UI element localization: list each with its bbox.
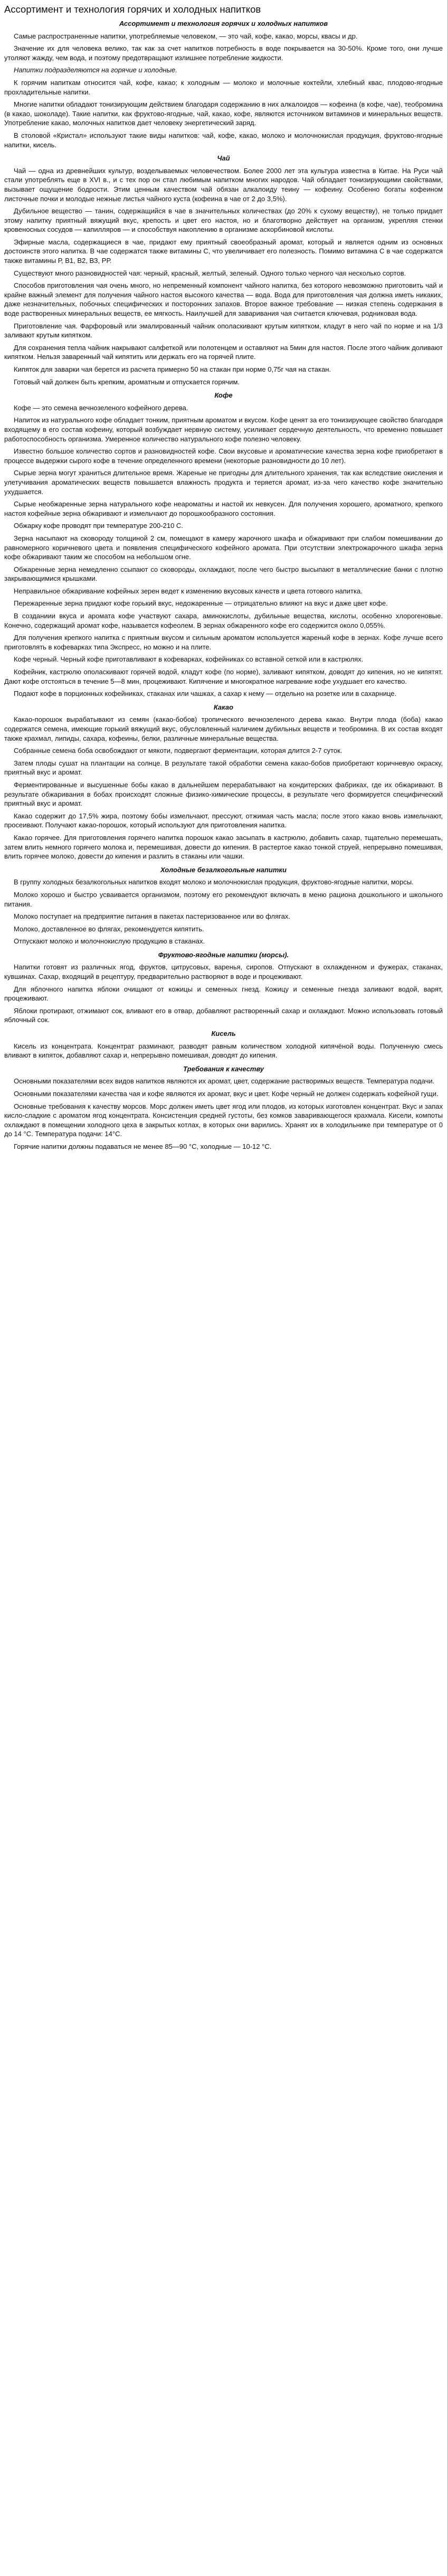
section-quality	[4, 1064, 443, 1152]
paragraph: Какао содержит до 17,5% жира, поэтому бобы измельчают, прессуют, отжимая часть масла; после этого какао вновь измельчают, просеивают. Получают какао-порошок, который используют для приготовления напитка.	[4, 812, 443, 829]
paragraph: Основные требования к качеству морсов. Морс должен иметь цвет ягод или плодов, из которых изготовлен концентрат. Вкус и запах кисло-сладкие с ароматом ягод концентрата. Консистенция средней густоты, без комков заваривающегося крахмала. Кисели, компоты охлаждают в помещении холодного цеха в закрытых котлах, в которых они варились. Хранят их в холодильнике при температуре от 0 до 14 °C. Температура подачи: 14°C.	[4, 1102, 443, 1138]
section-fruit-drinks	[4, 950, 443, 1025]
paragraph: Для получения крепкого напитка с приятным вкусом и сильным ароматом используется жареный кофе в зернах. Кофе лучше всего приготовлять в кофеварках типа Экспресс, но можно и на плите.	[4, 634, 443, 651]
paragraph: К горячим напиткам относится чай, кофе, какао; к холодным — молоко и молочные коктейли, хлебный квас, плодово-ягодные прохладительные напитки.	[4, 78, 443, 96]
section-cold-drinks	[4, 865, 443, 946]
paragraph: Отпускают молоко и молочнокислую продукцию в стаканах.	[14, 937, 205, 946]
paragraph: Подают кофе в порционных кофейниках, стаканах или чашках, а сахар к нему — отдельно на розетке или в сахарнице.	[14, 690, 397, 698]
paragraph: Кофе черный. Черный кофе приготавливают в кофеварках, кофейниках со вставной сеткой или в кастрюлях.	[14, 655, 364, 664]
section-cocoa	[4, 703, 443, 861]
paragraph: В созданиии вкуса и аромата кофе участвуют сахара, аминокислоты, дубильные вещества, кислоты, особенно хлорогеновые. Конечно, содержащий аромат кофе, называется кофеолем. В зернах обжаренного кофе его содержится около 0,055%.	[4, 612, 443, 629]
paragraph: Зерна насыпают на сковороду толщиной 2 см, помещают в камеру жарочного шкафа и обжаривают при слабом помешивании до равномерного коричневого цвета и появления специфического кофейного аромата. При отсутствии электрожарочного шкафа зерна кофе обжаривают таким же способом на небольшом огне.	[4, 534, 443, 561]
section-heading: Кисель	[211, 1030, 236, 1038]
paragraph: Кисель из концентрата. Концентрат разминают, разводят равным количеством холодной кипячёной воды. Полученную смесь вливают в кипяток, добавляют сахар и, непрерывно помешивая, доводят до кипения.	[4, 1042, 443, 1060]
paragraph: Напиток из натурального кофе обладает тонким, приятным ароматом и вкусом. Кофе ценят за его тонизирующее свойство благодаря входящему в его состав кофеину, который возбуждает нервную систему, усиливает сердечную деятельность, что временно повышает работоспособность организма. Умеренное количество натурального кофе полезно человеку.	[4, 416, 443, 443]
paragraph: Яблоки протирают, отжимают сок, вливают его в отвар, добавляют растворенный сахар и охлаждают. Можно использовать готовый яблочный сок.	[4, 1006, 443, 1024]
paragraph: Для яблочного напитка яблоки очищают от кожицы и семенных гнезд. Кожицу и семенные гнезда заливают водой, варят, процеживают.	[4, 985, 443, 1003]
section-heading: Требования к качеству	[183, 1064, 264, 1073]
paragraph: Многие напитки обладают тонизирующим действием благодаря содержанию в них алкалоидов — кофеина (в кофе, чае), теобромина (в какао, шоколаде). Такие напитки, как фруктово-ягодные, чай, какао, кофе, являются источником витаминов и минеральных веществ. Употребление какао, молочных напитков дает человеку энергетический заряд.	[4, 100, 443, 127]
paragraph: Молоко поступает на предприятие питания в пакетах пастеризованное или во флягах.	[14, 912, 290, 921]
paragraph: Известно большое количество сортов и разновидностей кофе. Свои вкусовые и ароматические качества зерна кофе приобретают в процессе выдержки сырого кофе в течение определенного времени (некоторые разновидности до 10 лет).	[4, 447, 443, 465]
paragraph: Готовый чай должен быть крепким, ароматным и отпускается горячим.	[14, 378, 240, 386]
document-title: Ассортимент и технология горячих и холодных напитков	[4, 4, 261, 15]
section-heading: Какао	[213, 703, 234, 711]
paragraph: Молоко хорошо и быстро усваивается организмом, поэтому его рекомендуют включать в меню рациона дошкольного и школьного питания.	[4, 890, 443, 908]
document-subtitle: Ассортимент и технология горячих и холодных напитков	[119, 20, 328, 27]
paragraph: В столовой «Кристал» используют такие виды напитков: чай, кофе, какао, молоко и молочнокислая продукция, фруктово-ягодные напитки, кисель.	[4, 131, 443, 149]
paragraph: Существуют много разновидностей чая: черный, красный, желтый, зеленый. Одного только черного чая несколько сортов.	[14, 269, 406, 277]
paragraph: Основными показателями всех видов напитков являются их аромат, цвет, содержание растворимых веществ. Температура подачи.	[14, 1077, 435, 1086]
paragraph: Кофейник, кастрюлю ополаскивают горячей водой, кладут кофе (по норме), заливают кипятком, доводят до кипения, но не кипятят. Дают кофе отстояться в течение 5—8 мин, процеживают. Кипячение и многократное нагревание кофе ухудшает его качество.	[4, 668, 443, 685]
section-kissel	[4, 1029, 443, 1060]
paragraph: Напитки подразделяются на горячие и холодные.	[14, 66, 177, 74]
section-heading: Кофе	[214, 391, 233, 400]
section-coffee	[4, 391, 443, 699]
paragraph: Сырые необжаренные зерна натурального кофе неароматны и настой их невкусен. Для получения хорошего, ароматного, крепкого настоя кофейные зерна обжаривают и измельчают до порошкообразного состояния.	[4, 500, 443, 517]
document-page	[0, 0, 447, 1160]
paragraph: Способов приготовления чая очень много, но непременный компонент чайного напитка, без которого невозможно приготовить чай и крайне важный элемент для получения чайного настоя высокого качества — вода. Вода для приготовления чая должна иметь никаких, даже незначительных, побочных специфических и посторонних запахов. Второе важное требование — низкая степень содержания в воде растворенных минеральных веществ, ее мягкость. Наилучшей для заваривания чая считается ключевая, родниковая вода.	[4, 281, 443, 318]
paragraph: Собранные семена боба освобождают от мякоти, подвергают ферментации, которая длится 2-7 суток.	[14, 747, 343, 755]
paragraph: Обжаренные зерна немедленно ссыпают со сковороды, охлаждают, после чего быстро высыпают в металлические банки с плотно закрывающимися крышками.	[4, 565, 443, 583]
paragraph: Дубильное вещество — танин, содержащийся в чае в значительных количествах (до 20% к сухому веществу), не только придает этому напитку приятный вяжущий вкус, крепость и цвет его настоя, но и благотворно действует на организм, укрепляя стенки кровеносных сосудов — капилляров — и способствуя накоплению в организме аскорбиновой кислоты.	[4, 207, 443, 234]
paragraph: Эфирные масла, содержащиеся в чае, придают ему приятный своеобразный аромат, который и является одним из основных достоинств этого напитка. В чае содержатся также витамины С, что увеличивает его полезность. Помимо витамина С в чае содержатся также витамины Р, В1, В2, ВЗ, РР.	[4, 238, 443, 265]
section-heading: Фруктово-ягодные напитки (морсы).	[158, 950, 289, 959]
section-heading: Чай	[217, 154, 230, 163]
paragraph: Кипяток для заварки чая берется из расчета примерно 50 на стакан при норме 0,75г чая на стакан.	[14, 365, 331, 373]
section-heading: Холодные безалкогольные напитки	[160, 865, 287, 874]
paragraph: Молоко, доставленное во флягах, рекомендуется кипятить.	[14, 924, 204, 933]
paragraph: Неправильное обжаривание кофейных зерен ведет к изменению вкусовых качеств и цвета готового напитка.	[14, 587, 363, 595]
paragraph: Значение их для человека велико, так как за счет напитков потребность в воде покрывается на 30-50%. Кроме того, они лучше утоляют жажду, чем вода, и поэтому предотвращают излишнее потребление жидкости.	[4, 44, 443, 62]
paragraph: Обжарку кофе проводят при температуре 200-210 С.	[14, 522, 183, 530]
paragraph: Горячие напитки должны подаваться не менее 85—90 °C, холодные — 10-12 °C.	[14, 1142, 272, 1150]
paragraph: Сырые зерна могут храниться длительное время. Жареные не пригодны для длительного хранения, так как вследствие окисления и улетучивания ароматических веществ повышается влажность продукта и теряется аромат, из-за чего качество кофе значительно ухудшается.	[4, 469, 443, 496]
paragraph: Кофе — это семена вечнозеленого кофейного дерева.	[14, 403, 188, 412]
paragraph: Какао-порошок вырабатывают из семян (какао-бобов) тропического вечнозеленого дерева какао. Внутри плода (боба) какао содержатся семена, имеющие горький вяжущий вкус, обусловленный наличием дубильных веществ и теобромина. В их состав входят также крахмал, липиды, сахара, кофеины, белки, различные минеральные вещества.	[4, 715, 443, 742]
paragraph: Чай — одна из древнейших культур, возделываемых человечеством. Более 2000 лет эта культура известна в Китае. На Руси чай стали употреблять еще в XVI в., и с тех пор он стал любимым напитком многих народов. Чай обладает тонизирующими свойствами, вызывает ощущение бодрости. Этим ценным качеством чай обязан алкалоиду теину — кофеину. Особенно богаты кофеином листочные почки и молодые нежные листья чайного куста (кофеина в чае от 2 до 3,5%).	[4, 166, 443, 203]
paragraph: Пережаренные зерна придают кофе горький вкус, недожаренные — отрицательно влияют на вкус и даже цвет кофе.	[14, 599, 388, 608]
paragraph: Самые распространенные напитки, употребляемые человеком, — это чай, кофе, какао, морсы, квасы и др.	[14, 32, 358, 40]
paragraph: Приготовление чая. Фарфоровый или эмалированный чайник ополаскивают крутым кипятком, кладут в него чай по норме и на 1/3 заливают крутым кипятком.	[4, 322, 443, 339]
section-tea	[4, 154, 443, 386]
paragraph: Напитки готовят из различных ягод, фруктов, цитрусовых, варенья, сиропов. Отпускают в охлажденном и фужерах, стаканах, кувшинах. Сахар, входящий в рецептуру, предварительно растворяют в воде и процеживают.	[4, 963, 443, 981]
paragraph: Затем плоды сушат на плантации на солнце. В результате такой обработки семена какао-бобов приобретают коричневую окраску, приятный вкус и аромат.	[4, 759, 443, 777]
paragraph: Для сохранения тепла чайник накрывают салфеткой или полотенцем и оставляют на 5мин для настоя. После этого чайник доливают кипятком. Нельзя заваренный чай кипятить или держать его на горячей плите.	[4, 343, 443, 361]
paragraph: Основными показателями качества чая и кофе являются их аромат, вкус и цвет. Кофе черный не должен содержать кофейной гущи.	[14, 1090, 439, 1098]
paragraph: Какао горячее. Для приготовления горячего напитка порошок какао засыпать в кастрюлю, добавить сахар, тщательно перемешать, затем влить немного горячего молока и, перемешивая, довести до кипения. В растертое какао тонкой струей, непрерывно помешивая, влить горячее молоко, довести до кипения и разлить в стаканы или чашки.	[4, 833, 443, 861]
paragraph: Ферментированные и высушенные бобы какао в дальнейшем перерабатывают на кондитерских фабриках, где их обжаривают. В результате обжаривания в бобах происходят сложные физико-химические процессы, в результате чего формируется специфический приятный вкус и аромат.	[4, 780, 443, 808]
paragraph: В группу холодных безалкогольных напитков входят молоко и молочнокислая продукция, фруктово-ягодные напитки, морсы.	[14, 878, 414, 886]
intro-section	[4, 32, 443, 150]
